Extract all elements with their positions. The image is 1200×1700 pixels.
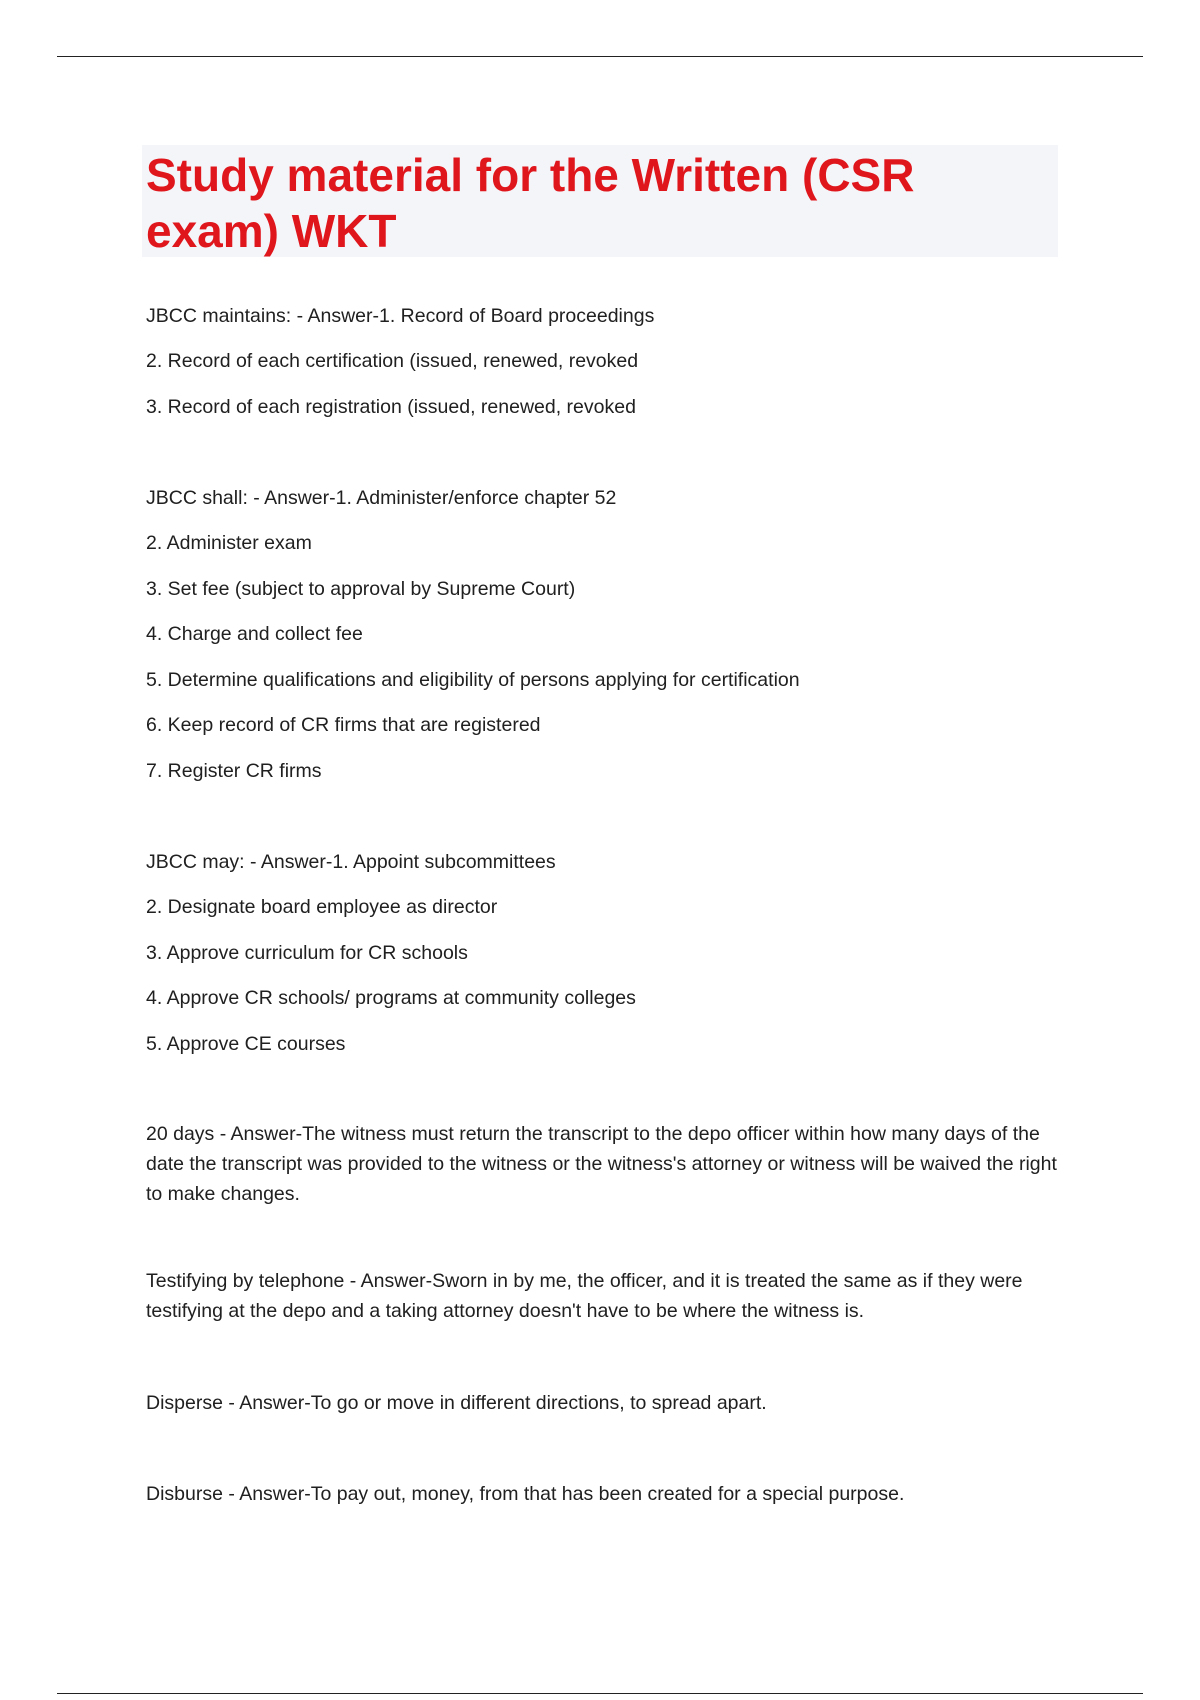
qa-paragraph-testifying-by-telephone: Testifying by telephone - Answer-Sworn in by me, the officer, and it is treated the same as if they were testifying at the depo and a taking attorney doesn't have to be where the witness is. (146, 1270, 1023, 1322)
bottom-rule (57, 1693, 1143, 1694)
qa-line: JBCC shall: - Answer-1. Administer/enforce chapter 52 (146, 487, 617, 509)
qa-line: JBCC maintains: - Answer-1. Record of Board proceedings (146, 305, 655, 327)
qa-line: 2. Designate board employee as director (146, 896, 498, 918)
qa-line: 2. Record of each certification (issued, renewed, revoked (146, 350, 639, 372)
qa-line: 3. Approve curriculum for CR schools (146, 942, 468, 964)
top-rule (57, 56, 1143, 57)
qa-paragraph-disburse: Disburse - Answer-To pay out, money, from that has been created for a special purpose. (146, 1483, 905, 1505)
qa-line: 2. Administer exam (146, 532, 312, 554)
qa-line: 7. Register CR firms (146, 760, 322, 782)
qa-line: 3. Record of each registration (issued, renewed, revoked (146, 396, 636, 418)
qa-line: 5. Determine qualifications and eligibility of persons applying for certification (146, 669, 800, 691)
qa-line: 4. Charge and collect fee (146, 623, 363, 645)
qa-line: 6. Keep record of CR firms that are registered (146, 714, 541, 736)
qa-paragraph-20-days: 20 days - Answer-The witness must return the transcript to the depo officer within how many days of the date the transcript was provided to the witness or the witness's attorney or witness will be waived the right to make changes. (146, 1123, 1057, 1205)
qa-line: 5. Approve CE courses (146, 1033, 346, 1055)
qa-line: JBCC may: - Answer-1. Appoint subcommittees (146, 851, 556, 873)
document-title: Study material for the Written (CSR exam) WKT (146, 149, 915, 257)
qa-line: 4. Approve CR schools/ programs at community colleges (146, 987, 636, 1009)
qa-paragraph-disperse: Disperse - Answer-To go or move in different directions, to spread apart. (146, 1392, 767, 1414)
qa-line: 3. Set fee (subject to approval by Supreme Court) (146, 578, 576, 600)
